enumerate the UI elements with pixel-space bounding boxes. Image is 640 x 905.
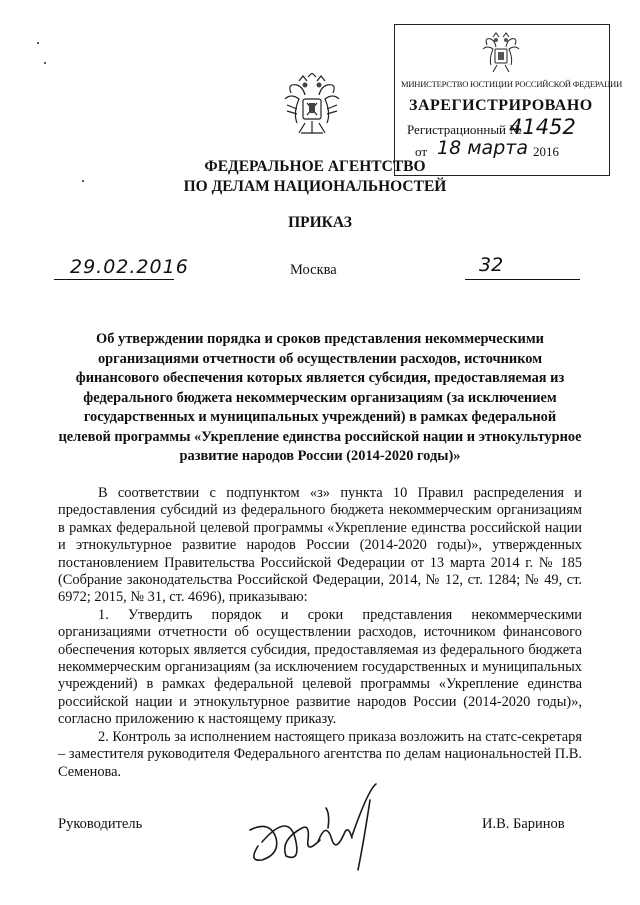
agency-name-line1: ФЕДЕРАЛЬНОЕ АГЕНТСТВО <box>204 158 426 175</box>
order-date: 29.02.2016 <box>70 256 189 278</box>
signatory-name: И.В. Баринов <box>482 816 565 832</box>
stamp-date-prefix: от <box>415 144 428 159</box>
item-1-paragraph: 1. Утвердить порядок и сроки представления некоммерческими организациями отчетности об осуществлении расходов, источником финансового обеспечения которых является субсидия, предоставляемая из федерального бюджета некоммерческим организациям (за исключением государственных и муниципальных учреждений) в рамках федеральной целевой программы «Укрепление единства российской нации и этнокультурное развитие народов России (2014-2020 годы)», согласно приложению к настоящему приказу. <box>58 606 582 728</box>
order-number: 32 <box>479 254 504 276</box>
item-2-paragraph: 2. Контроль за исполнением настоящего приказа возложить на статс-секретаря – заместителя руководителя Федерального агентства по делам национальностей П.В. Семенова. <box>58 728 582 780</box>
order-city: Москва <box>290 262 337 278</box>
scan-mark <box>82 180 84 182</box>
agency-name <box>150 157 480 197</box>
coat-of-arms-emblem <box>283 73 341 141</box>
stamp-year: 2016 <box>533 144 559 159</box>
agency-name-line2: ПО ДЕЛАМ НАЦИОНАЛЬНОСТЕЙ <box>183 178 447 195</box>
order-body <box>58 485 582 781</box>
stamp-reg-number: 41452 <box>509 115 576 139</box>
stamp-emblem <box>481 31 521 75</box>
stamp-reg-number-label: Регистрационный № <box>407 122 522 137</box>
scan-mark <box>37 42 39 44</box>
stamp-date: 18 марта <box>437 137 528 159</box>
signatory-position: Руководитель <box>58 816 143 832</box>
preamble-paragraph: В соответствии с подпунктом «з» пункта 10 Правил распределения и предоставления субсидий из федерального бюджета некоммерческим организациям в рамках федеральной целевой программы «Укрепление единства российской нации и этнокультурное развитие народов России (2014-2020 годы)», утвержденных постановлением Правительства Российской Федерации от 13 марта 2014 г. № 185 (Собрание законодательства Российской Федерации, 2014, № 12, ст. 1284; № 49, ст. 6972; 2015, № 31, ст. 4696), приказываю: <box>58 485 582 606</box>
stamp-registered-label: ЗАРЕГИСТРИРОВАНО <box>409 97 593 114</box>
handwritten-signature <box>240 780 390 880</box>
registration-stamp <box>394 24 623 176</box>
scan-mark <box>44 62 46 64</box>
document-type: ПРИКАЗ <box>288 214 352 231</box>
order-title: Об утверждении порядка и сроков представления некоммерческими организациями отчетности об осуществлении расходов, источником финансового обеспечения которых является субсидия, предоставляемая из федерального бюджета некоммерческим организациям (за исключением государственных и муниципальных учреждений) в рамках федеральной целевой программы «Укрепление единства российской нации и этнокультурное развитие народов России (2014-2020 годы)» <box>58 331 582 464</box>
stamp-ministry-name: МИНИСТЕРСТВО ЮСТИЦИИ РОССИЙСКОЙ ФЕДЕРАЦИИ <box>401 79 623 89</box>
